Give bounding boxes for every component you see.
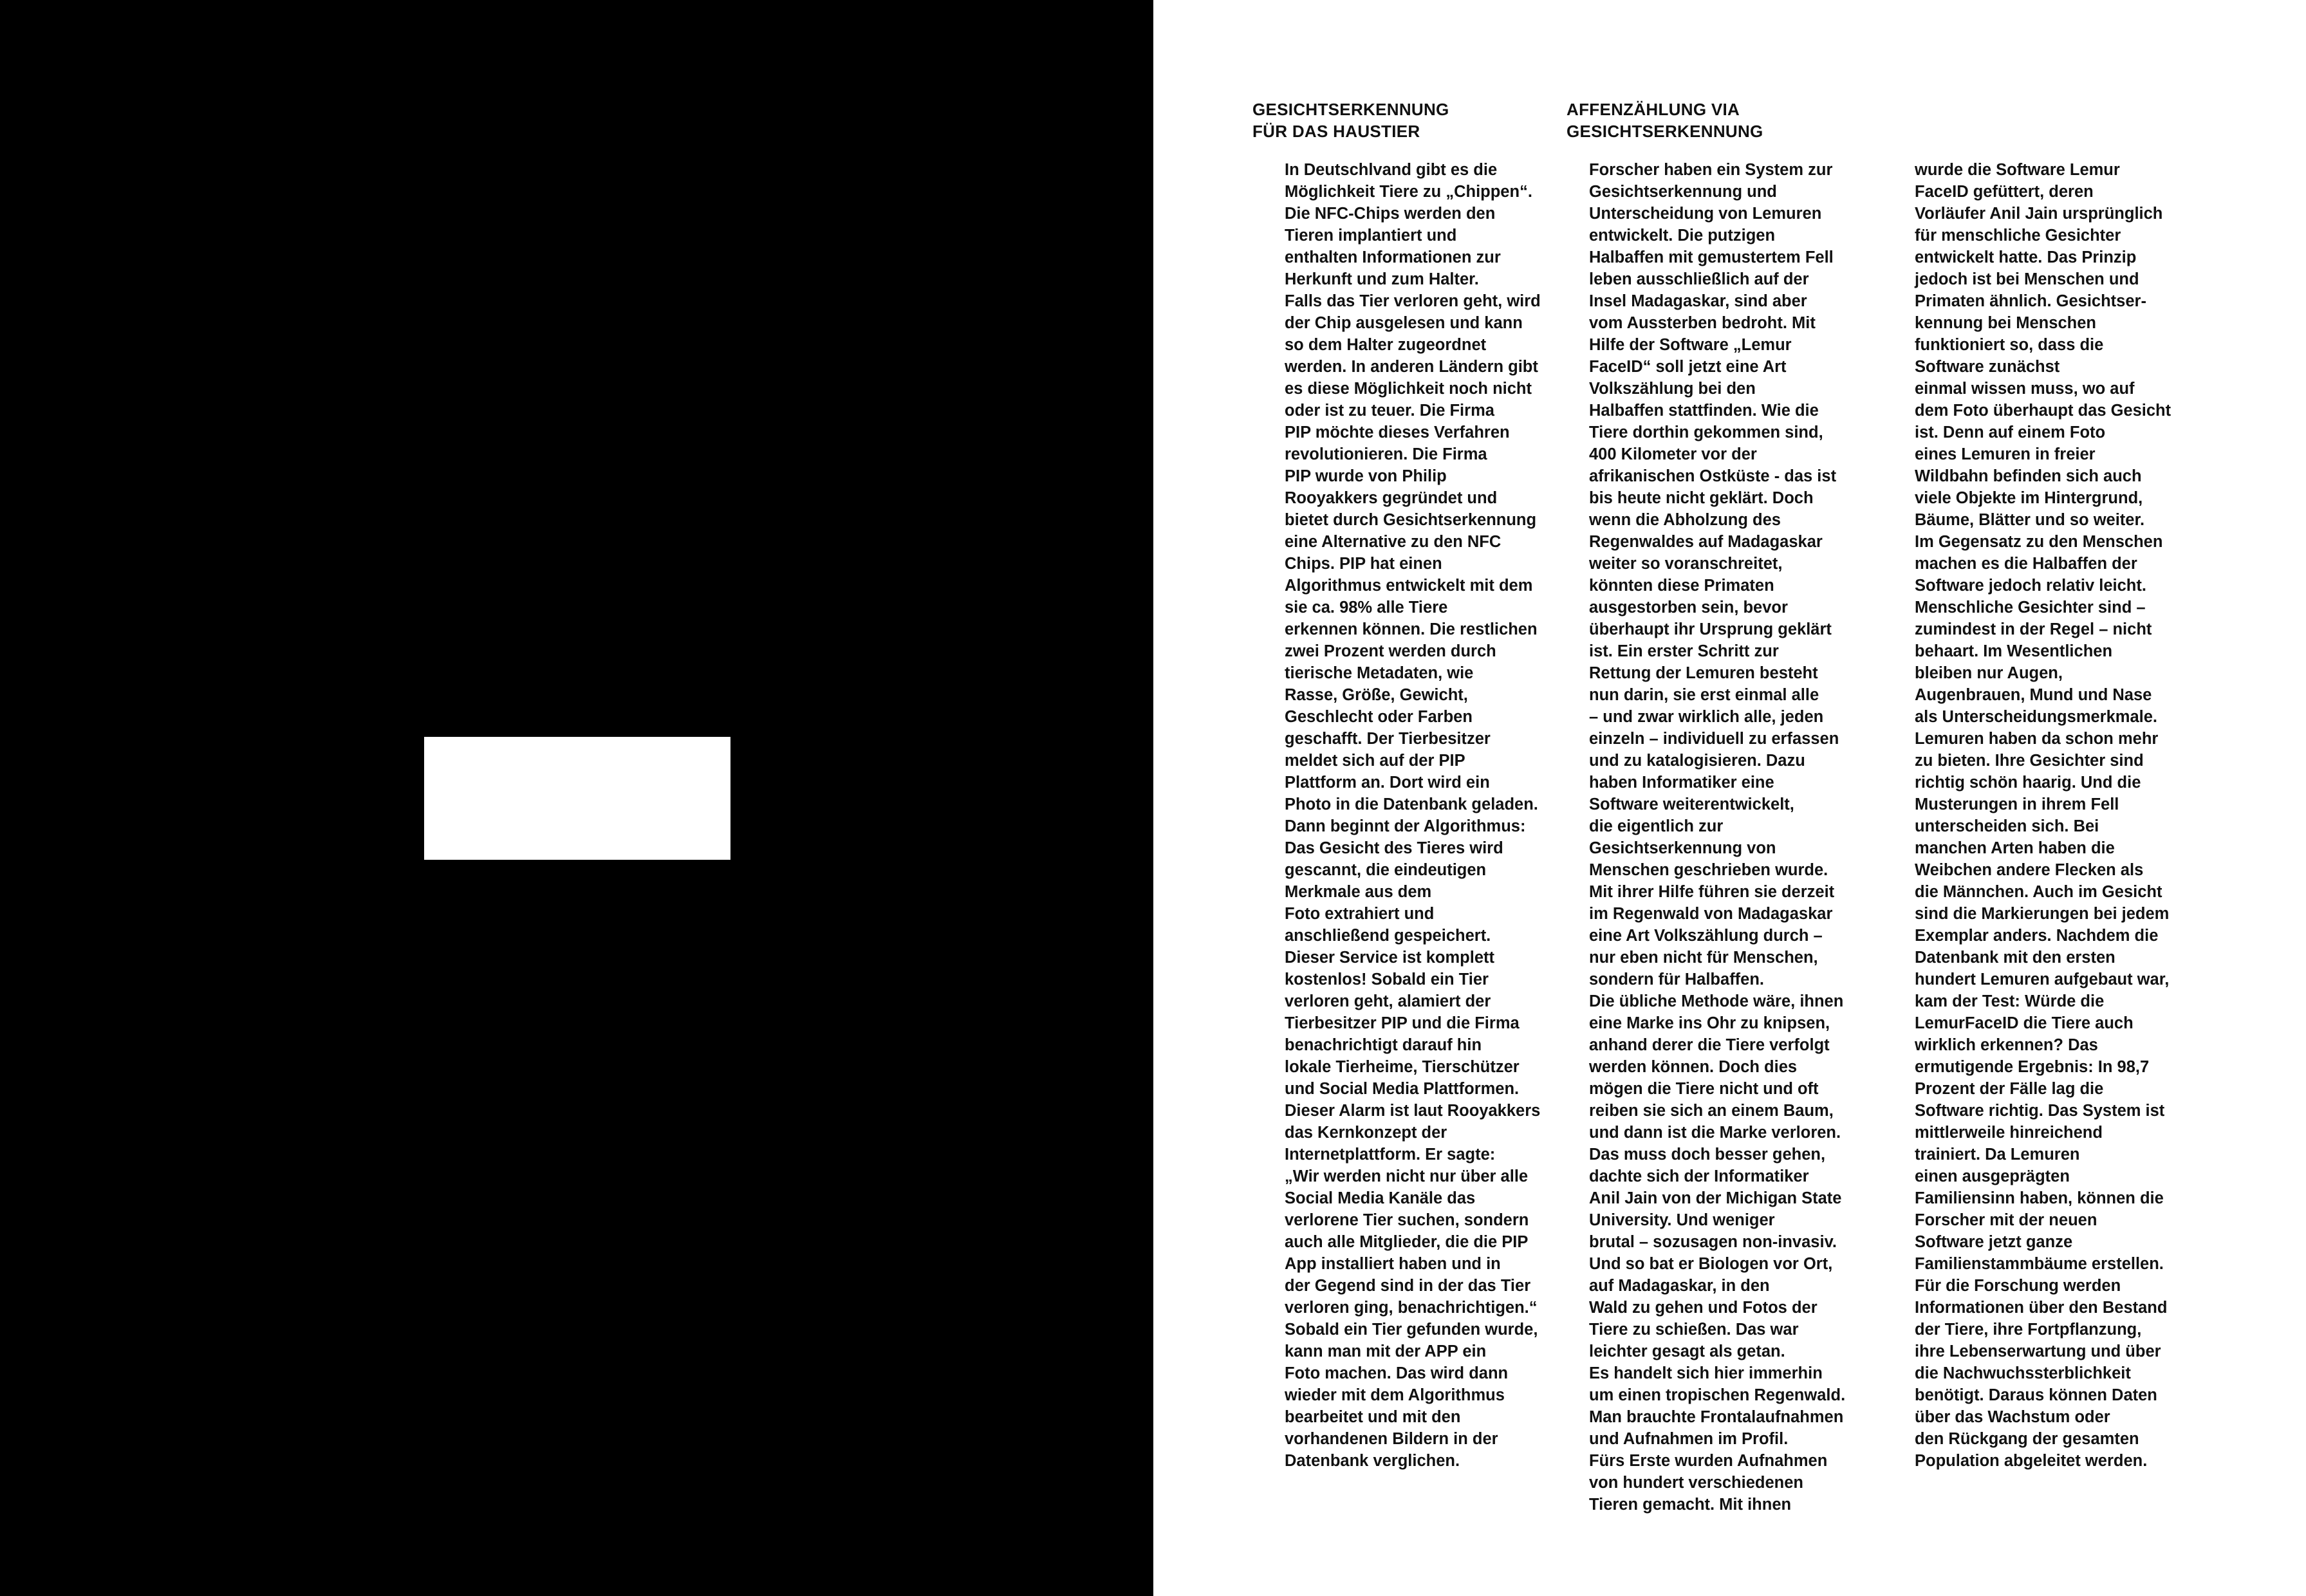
article-column-1: In Deutschlvand gibt es die Möglichkeit Tiere zu „Chippen“. Die NFC-Chips werden den Tieren implantiert und enthalten Informationen zur Herkunft und zum Halter. Falls das Tier verloren geht, wird der Chip ausgelesen und kann so dem Halter zugeordnet werden. In anderen Ländern gibt es diese Möglichkeit noch nicht oder ist zu teuer. Die Firma PIP möchte dieses Verfahren revolutionieren. Die Firma PIP wurde von Philip Rooyakkers gegründet und bietet durch Gesichtserkennung eine Alternative zu den NFC Chips. PIP hat einen Algorithmus entwickelt mit dem sie ca. 98% alle Tiere erkennen können. Die restlichen zwei Prozent werden durch tierische Metadaten, wie Rasse, Größe, Gewicht, Geschlecht oder Farben geschafft. Der Tierbesitzer meldet sich auf der PIP Plattform an. Dort wird ein Photo in die Datenbank geladen. Dann beginnt der Algorithmus: Das Gesicht des Tieres wird gescannt, die eindeutigen Merkmale aus dem Foto extrahiert und anschließend gespeichert. Dieser Service ist komplett kostenlos! Sobald ein Tier verloren geht, alamiert der Tierbesitzer PIP und die Firma benachrichtigt darauf hin lokale Tierheime, Tierschützer und Social Media Plattformen. Dieser Alarm ist laut Rooyakkers das Kernkonzept der Internetplattform. Er sagte: „Wir werden nicht nur über alle Social Media Kanäle das verlorene Tier suchen, sondern auch alle Mitglieder, die die PIP App installiert haben und in der Gegend sind in der das Tier verloren ging, benachrichtigen.“ Sobald ein Tier gefunden wurde, kann man mit der APP ein Foto machen. Das wird dann wieder mit dem Algorithmus bearbeitet und mit den vorhandenen Bildern in der Datenbank verglichen. xyxy=(1285,161,1541,1470)
heading-pet-face-recognition: GESICHTSERKENNUNG FÜR DAS HAUSTIER xyxy=(1252,100,1449,141)
white-rectangle xyxy=(424,737,730,860)
article-column-3: wurde die Software Lemur FaceID gefüttert, deren Vorläufer Anil Jain ursprünglich für menschliche Gesichter entwickelt hatte. Das Prinzip jedoch ist bei Menschen und Primaten ähnlich. Gesichtser- kennung bei Menschen funktioniert so, dass die Software zunächst einmal wissen muss, wo auf dem Foto überhaupt das Gesicht ist. Denn auf einem Foto eines Lemuren in freier Wildbahn befinden sich auch viele Objekte im Hintergrund, Bäume, Blätter und so weiter. Im Gegensatz zu den Menschen machen es die Halbaffen der Software jedoch relativ leicht. Menschliche Gesichter sind – zumindest in der Regel – nicht behaart. Im Wesentlichen bleiben nur Augen, Augenbrauen, Mund und Nase als Unterscheidungsmerkmale. Lemuren haben da schon mehr zu bieten. Ihre Gesichter sind richtig schön haarig. Und die Musterungen in ihrem Fell unterscheiden sich. Bei manchen Arten haben die Weibchen andere Flecken als die Männchen. Auch im Gesicht sind die Markierungen bei jedem Exemplar anders. Nachdem die Datenbank mit den ersten hundert Lemuren aufgebaut war, kam der Test: Würde die LemurFaceID die Tiere auch wirklich erkennen? Das ermutigende Ergebnis: In 98,7 Prozent der Fälle lag die Software richtig. Das System ist mittlerweile hinreichend trainiert. Da Lemuren einen ausgeprägten Familiensinn haben, können die Forscher mit der neuen Software jetzt ganze Familienstammbäume erstellen. Für die Forschung werden Informationen über den Bestand der Tiere, ihre Fortpflanzung, ihre Lebenserwartung und über die Nachwuchssterblichkeit benötigt. Daraus können Daten über das Wachstum oder den Rückgang der gesamten Population abgeleitet werden. xyxy=(1915,161,2171,1470)
article-column-2: Forscher haben ein System zur Gesichtserkennung und Unterscheidung von Lemuren entwickelt. Die putzigen Halbaffen mit gemustertem Fell leben ausschließlich auf der Insel Madagaskar, sind aber vom Aussterben bedroht. Mit Hilfe der Software „Lemur FaceID“ soll jetzt eine Art Volkszählung bei den Halbaffen stattfinden. Wie die Tiere dorthin gekommen sind, 400 Kilometer vor der afrikanischen Ostküste - das ist bis heute nicht geklärt. Doch wenn die Abholzung des Regenwaldes auf Madagaskar weiter so voranschreitet, könnten diese Primaten ausgestorben sein, bevor überhaupt ihr Ursprung geklärt ist. Ein erster Schritt zur Rettung der Lemuren besteht nun darin, sie erst einmal alle – und zwar wirklich alle, jeden einzeln – individuell zu erfassen und zu katalogisieren. Dazu haben Informatiker eine Software weiterentwickelt, die eigentlich zur Gesichtserkennung von Menschen geschrieben wurde. Mit ihrer Hilfe führen sie derzeit im Regenwald von Madagaskar eine Art Volkszählung durch – nur eben nicht für Menschen, sondern für Halbaffen. Die übliche Methode wäre, ihnen eine Marke ins Ohr zu knipsen, anhand derer die Tiere verfolgt werden können. Doch dies mögen die Tiere nicht und oft reiben sie sich an einem Baum, und dann ist die Marke verloren. Das muss doch besser gehen, dachte sich der Informatiker Anil Jain von der Michigan State University. Und weniger brutal – sozusagen non-invasiv. Und so bat er Biologen vor Ort, auf Madagaskar, in den Wald zu gehen und Fotos der Tiere zu schießen. Das war leichter gesagt als getan. Es handelt sich hier immerhin um einen tropischen Regenwald. Man brauchte Frontalaufnahmen und Aufnahmen im Profil. Fürs Erste wurden Aufnahmen von hundert verschiedenen Tieren gemacht. Mit ihnen xyxy=(1589,161,1846,1514)
heading-lemur-census: AFFENZÄHLUNG VIA GESICHTSERKENNUNG xyxy=(1567,100,1763,141)
